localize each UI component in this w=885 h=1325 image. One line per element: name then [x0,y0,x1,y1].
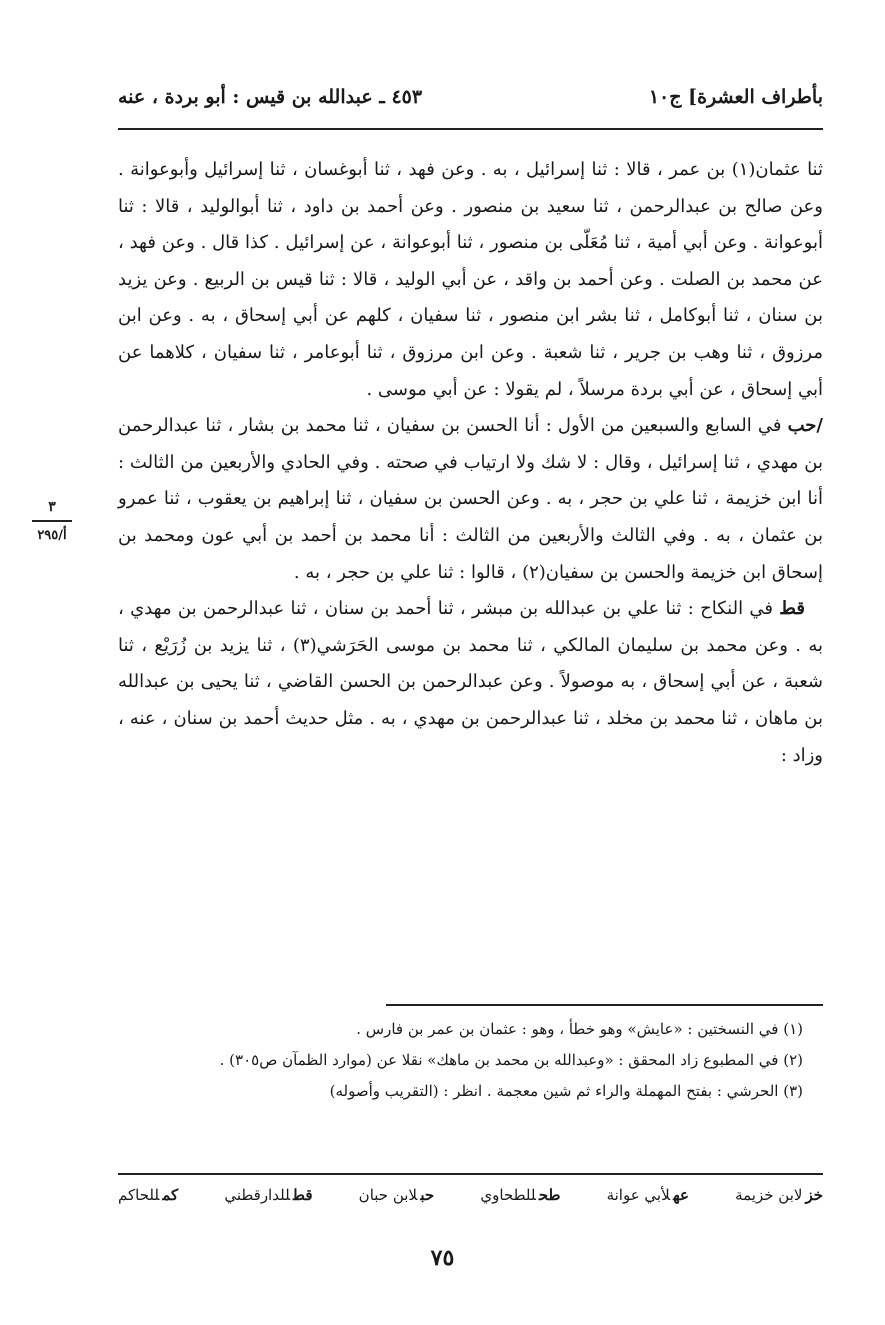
manuscript-margin-reference [22,497,82,546]
footnote-rule [386,1004,823,1006]
paragraph-3-text: في النكاح : ثنا علي بن عبدالله بن مبشر ، ثنا أحمد بن سنان ، ثنا عبدالرحمن بن مهدي ، به . وعن محمد بن سليمان المالكي ، ثنا محمد بن موسى الحَرَشي(٣) ، ثنا يزيد بن زُرَيْع ، ثنا شعبة ، عن أبي إسحاق ، به موصولاً . وعن عبدالرحمن بن الحسن القاضي ، ثنا يحيى بن عبدالله بن ماهان ، ثنا محمد بن مخلد ، ثنا عبدالرحمن بن مهدي ، به . مثل حديث أحمد بن سنان ، عنه ، وزاد : [118,598,824,766]
source-abbr-qt: قط [779,598,805,620]
header-chapter-title: ٤٥٣ ـ عبدالله بن قيس : أبو بردة ، عنه [118,86,423,108]
footnotes [118,1014,823,1107]
paragraph-3 [118,591,823,774]
page-number: ٧٥ [430,1245,455,1271]
margin-number: ٣ [48,499,56,515]
main-text [118,152,823,774]
legend-entry: عهلأبي عوانة [606,1186,689,1204]
legend-entry: طحللطحاوي [480,1186,561,1204]
paragraph-2 [118,408,823,591]
paragraph-2-text: في السابع والسبعين من الأول : أنا الحسن بن سفيان ، ثنا محمد بن بشار ، ثنا عبدالرحمن بن مهدي ، ثنا إسرائيل ، وقال : لا شك ولا ارتياب في صحته . وفي الحادي والأربعين من الثالث : أنا ابن خزيمة ، ثنا علي بن حجر ، به . وعن الحسن بن سفيان ، ثنا إبراهيم بن يعقوب ، ثنا عمرو بن عثمان ، به . وفي الثالث والأربعين من الثالث : أنا محمد بن أحمد بن أبي عون ومحمد بن إسحاق ابن خزيمة والحسن بن سفيان(٢) ، قالوا : ثنا علي بن حجر ، به . [118,415,823,583]
legend-entry: حبلابن حبان [358,1186,435,1204]
abbreviation-legend [118,1186,823,1204]
legend-entry: قطللدارقطني [224,1186,313,1204]
legend-entry: خزلابن خزيمة [735,1186,823,1204]
footnote-1: (١) في النسختين : «عايش» وهو خطأ ، وهو : عثمان بن عمر بن فارس . [356,1020,803,1038]
margin-divider [32,520,72,522]
footnote-2: (٢) في المطبوع زاد المحقق : «وعبدالله بن محمد بن ماهك» نقلا عن (موارد الظمآن ص٣٠٥) . [219,1051,803,1069]
legend-rule [118,1173,823,1175]
header-rule [118,128,823,130]
header-volume-title: بأطراف العشرة] ج١٠ [648,86,823,108]
source-abbr-hb: /حب [787,415,823,437]
footnote-3: (٣) الحرشي : بفتح المهملة والراء ثم شين معجمة . انظر : (التقريب وأصوله) [329,1082,803,1100]
paragraph-1: ثنا عثمان(١) بن عمر ، قالا : ثنا إسرائيل ، به . وعن فهد ، ثنا أبوغسان ، ثنا إسرائيل وأبوعوانة . وعن صالح بن عبدالرحمن ، ثنا سعيد بن منصور . وعن أحمد بن داود ، ثنا أبوالوليد ، قالا : ثنا أبوعوانة . وعن أبي أمية ، ثنا مُعَلّى بن منصور ، ثنا أبوعوانة ، عن إسرائيل . كذا قال . وعن فهد ، عن محمد بن الصلت . وعن أحمد بن واقد ، عن أبي الوليد ، قالا : ثنا قيس بن الربيع . وعن يزيد بن سنان ، ثنا أبوكامل ، ثنا بشر ابن منصور ، ثنا سفيان ، كلهم عن أبي إسحاق ، به . وعن ابن مرزوق ، ثنا وهب بن جرير ، ثنا شعبة . وعن ابن مرزوق ، ثنا أبوعامر ، ثنا سفيان ، كلاهما عن أبي إسحاق ، عن أبي بردة مرسلاً ، لم يقولا : عن أبي موسى . [118,159,823,400]
legend-entry: كمللحاكم [118,1186,179,1204]
running-header [118,86,823,120]
margin-folio: أ/٢٩٥ [37,528,67,543]
